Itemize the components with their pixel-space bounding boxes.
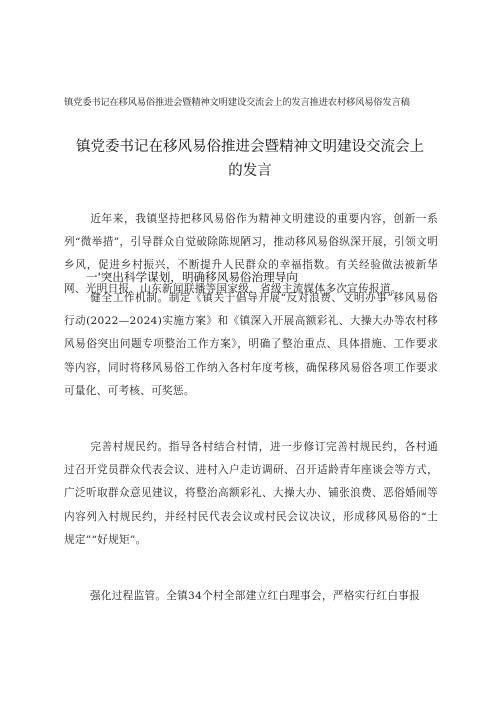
paragraph-mechanism: [64, 287, 438, 403]
intro-paragraph-text: 近年来，我镇坚持把移风易俗作为精神文明建设的重要内容，创新一系列“微举措”，引导群众自觉破除陈规陋习，推动移风易俗纵深开展，引领文明乡风，促进乡村振兴，不断提升人民群众的幸福指数。有关经验做法被新华网、光明日报、山东新闻联播等国家级、省级主流媒体多次宣传报道。: [64, 213, 438, 295]
document-title: [60, 135, 440, 183]
paragraph-mechanism-text: 健全工作机制。制定《镇关于倡导开展“反对浪费、文明办事”移风易俗行动(2022—2024)实施方案》和《镇深入开展高额彩礼、大操大办等农村移风易俗突出问题专项整治工作方案》，明确了整治重点、具体措施、工作要求等内容，同时将移风易俗工作纳入各村年度考核，确保移风易俗各项工作要求可量化、可考核、可奖惩。: [64, 292, 438, 397]
paragraph-village-rules: [64, 436, 438, 552]
title-line-2: 的发言: [228, 163, 272, 179]
paragraph-supervision-text: 强化过程监管。全镇34个村全部建立红白理事会，严格实行红白事报: [90, 590, 420, 602]
running-title: 镇党委书记在移风易俗推进会暨精神文明建设交流会上的发言推进农村移风易俗发言稿: [64, 97, 410, 108]
title-line-1: 镇党委书记在移风易俗推进会暨精神文明建设交流会上: [76, 139, 424, 155]
paragraph-supervision: [64, 585, 438, 608]
paragraph-village-rules-text: 完善村规民约。指导各村结合村情，进一步修订完善村规民约，各村通过召开党员群众代表会议、进村入户走访调研、召开适龄青年座谈会等方式，广泛听取群众意见建议，将整治高额彩礼、大操大办、铺张浪费、恶俗婚闹等内容列入村规民约，并经村民代表会议或村民会议决议，形成移风易俗的“土规定”“好规矩”。: [64, 441, 438, 546]
section-heading-1: 一'突出科学谋划，明确移风易俗治理导向: [86, 270, 298, 284]
